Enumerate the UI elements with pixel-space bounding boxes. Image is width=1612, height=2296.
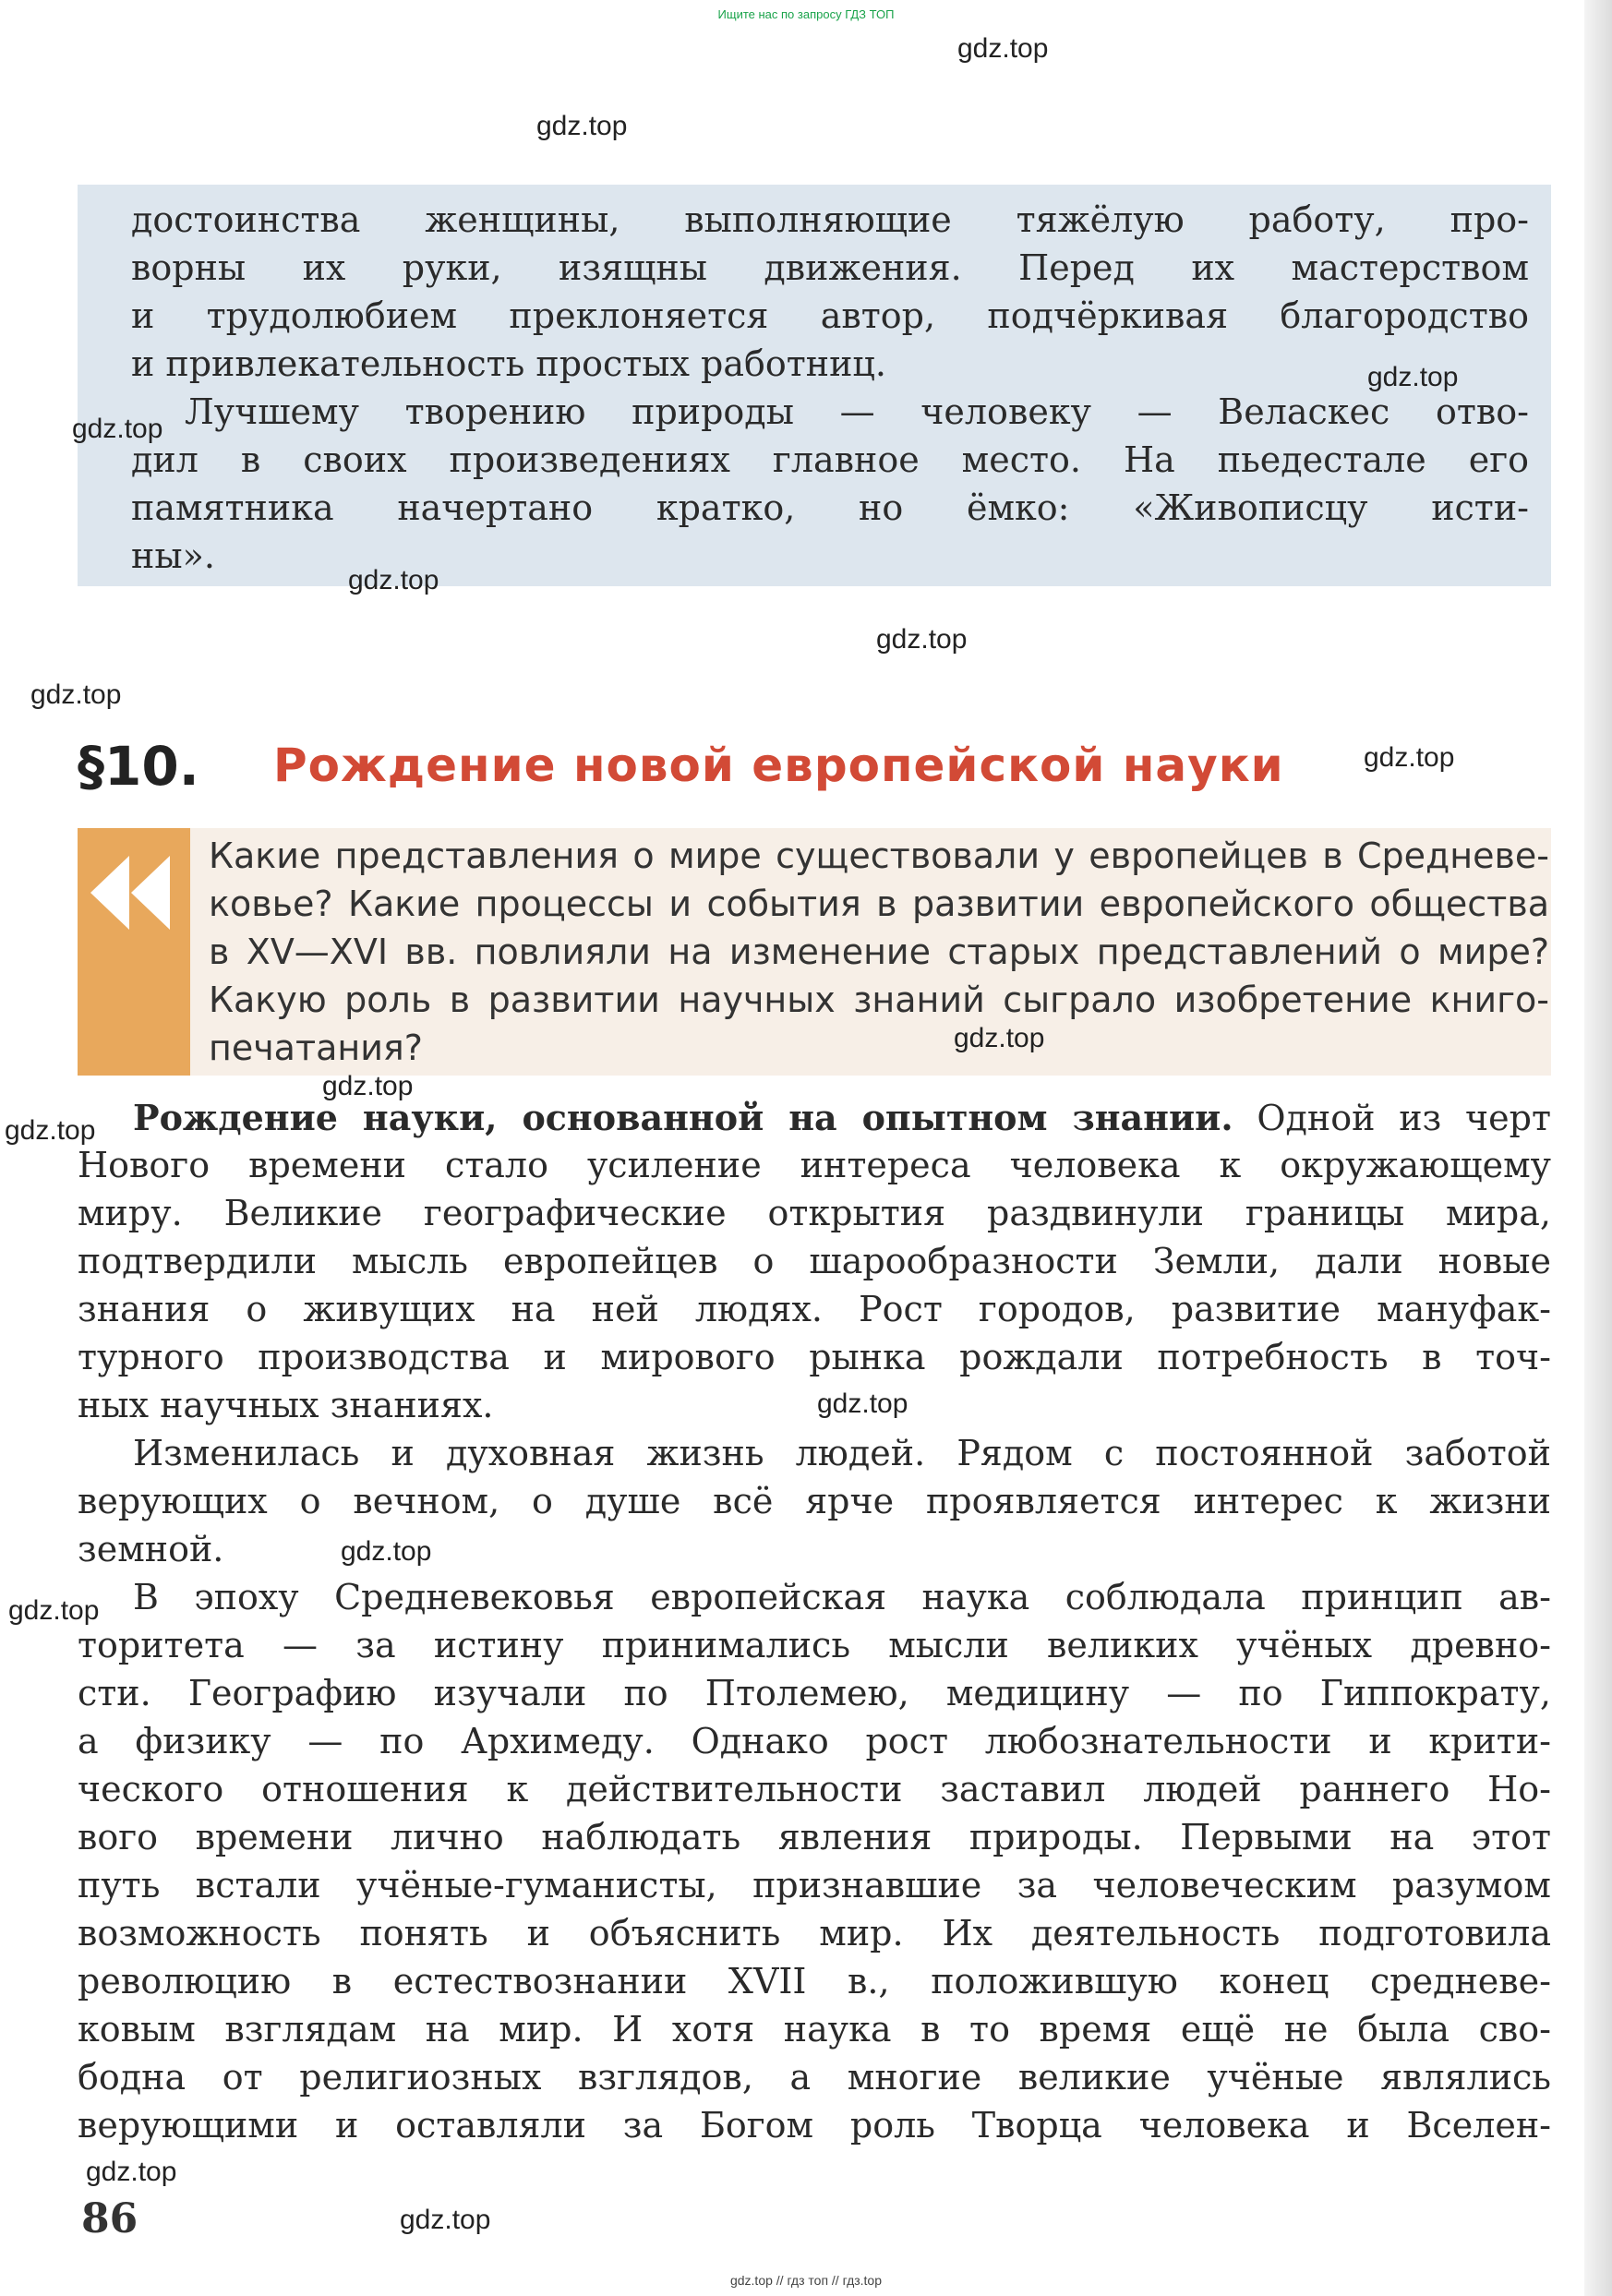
subheading: Рождение науки, основанной на опытном знании. [133, 1097, 1233, 1138]
body-line: земной. [78, 1529, 224, 1569]
watermark: gdz.top [341, 1536, 432, 1567]
watermark: gdz.top [817, 1388, 908, 1419]
page-edge [1584, 0, 1612, 2296]
watermark: gdz.top [400, 2205, 491, 2235]
watermark: gdz.top [536, 111, 628, 141]
body-line: путь встали учёные-гуманисты, признавшие за человеческим разумом [78, 1865, 1551, 1905]
quote-line: памятника начертано кратко, но ёмко: «Живописцу исти- [131, 487, 1529, 528]
body-line: верующих о вечном, о душе всё ярче проявляется интерес к жизни [78, 1481, 1551, 1521]
watermark: gdz.top [954, 1023, 1045, 1053]
quote-line: и привлекательность простых работниц. [131, 343, 886, 384]
watermark: gdz.top [72, 414, 163, 444]
body-line: а физику — по Архимеду. Однако рост любознательности и крити- [78, 1721, 1551, 1761]
watermark: gdz.top [86, 2157, 177, 2187]
intro-line: Какие представления о мире существовали у европейцев в Средневе- [209, 835, 1549, 876]
body-line: подтвердили мысль европейцев о шарообразности Земли, дали новые [78, 1241, 1551, 1281]
intro-icon-panel [78, 828, 190, 1076]
bottom-notice: gdz.top // гдз топ // гдз.top [729, 2273, 883, 2288]
watermark: gdz.top [5, 1115, 96, 1146]
section-number: §10. [78, 735, 199, 798]
section-title: Рождение новой европейской науки [273, 739, 1284, 792]
body-line: бодна от религиозных взглядов, а многие великие учёные являлись [78, 2057, 1551, 2098]
body-line: Нового времени стало усиление интереса человека к окружающему [78, 1145, 1551, 1185]
quote-line: Лучшему творению природы — человеку — Веласкес отво- [185, 391, 1529, 432]
body-line: ных научных знаниях. [78, 1385, 494, 1425]
watermark: gdz.top [30, 679, 122, 710]
watermark: gdz.top [957, 33, 1049, 64]
page-number: 86 [81, 2195, 138, 2242]
watermark: gdz.top [8, 1595, 100, 1626]
body-line: ковым взглядам на мир. И хотя наука в то время ещё не была сво- [78, 2009, 1551, 2050]
paragraph-first-line [133, 1097, 1551, 1138]
body-line: верующими и оставляли за Богом роль Творца человека и Вселен- [78, 2105, 1551, 2146]
body-line: миру. Великие географические открытия раздвинули границы мира, [78, 1193, 1551, 1233]
top-notice: Ищите нас по запросу ГДЗ ТОП [717, 7, 895, 21]
quote-line: ны». [131, 535, 215, 576]
watermark: gdz.top [1367, 362, 1459, 392]
rewind-icon [78, 828, 190, 1076]
intro-line: печатания? [209, 1028, 423, 1068]
watermark: gdz.top [348, 565, 439, 595]
watermark: gdz.top [876, 624, 968, 655]
body-line: революцию в естествознании XVII в., положившую конец средневе- [78, 1961, 1551, 2001]
intro-line: ковье? Какие процессы и события в развитии европейского общества [209, 884, 1549, 924]
text-run: Одной из черт [1233, 1098, 1551, 1138]
quote-line: ворны их руки, изящны движения. Перед их мастерством [131, 247, 1529, 288]
intro-line: Какую роль в развитии научных знаний сыграло изобретение книго- [209, 980, 1549, 1020]
watermark: gdz.top [322, 1071, 414, 1101]
quote-line: дил в своих произведениях главное место. На пьедестале его [131, 439, 1529, 480]
quote-line: и трудолюбием преклоняется автор, подчёркивая благородство [131, 295, 1529, 336]
body-line: торитета — за истину принимались мысли великих учёных древно- [78, 1625, 1551, 1665]
body-line: сти. Географию изучали по Птолемею, медицину — по Гиппократу, [78, 1673, 1551, 1713]
body-line: Изменилась и духовная жизнь людей. Рядом с постоянной заботой [133, 1433, 1551, 1473]
body-line: ческого отношения к действительности заставил людей раннего Но- [78, 1769, 1551, 1809]
body-line: вого времени лично наблюдать явления природы. Первыми на этот [78, 1817, 1551, 1857]
body-line: возможность понять и объяснить мир. Их деятельность подготовила [78, 1913, 1551, 1953]
body-line: турного производства и мирового рынка рождали потребность в точ- [78, 1337, 1551, 1377]
watermark: gdz.top [1364, 742, 1455, 773]
body-line: В эпоху Средневековья европейская наука соблюдала принцип ав- [133, 1577, 1551, 1617]
quote-line: достоинства женщины, выполняющие тяжёлую работу, про- [131, 199, 1529, 240]
intro-line: в XV—XVI вв. повлияли на изменение старых представлений о мире? [209, 932, 1549, 972]
body-line: знания о живущих на ней людях. Рост городов, развитие мануфак- [78, 1289, 1551, 1329]
